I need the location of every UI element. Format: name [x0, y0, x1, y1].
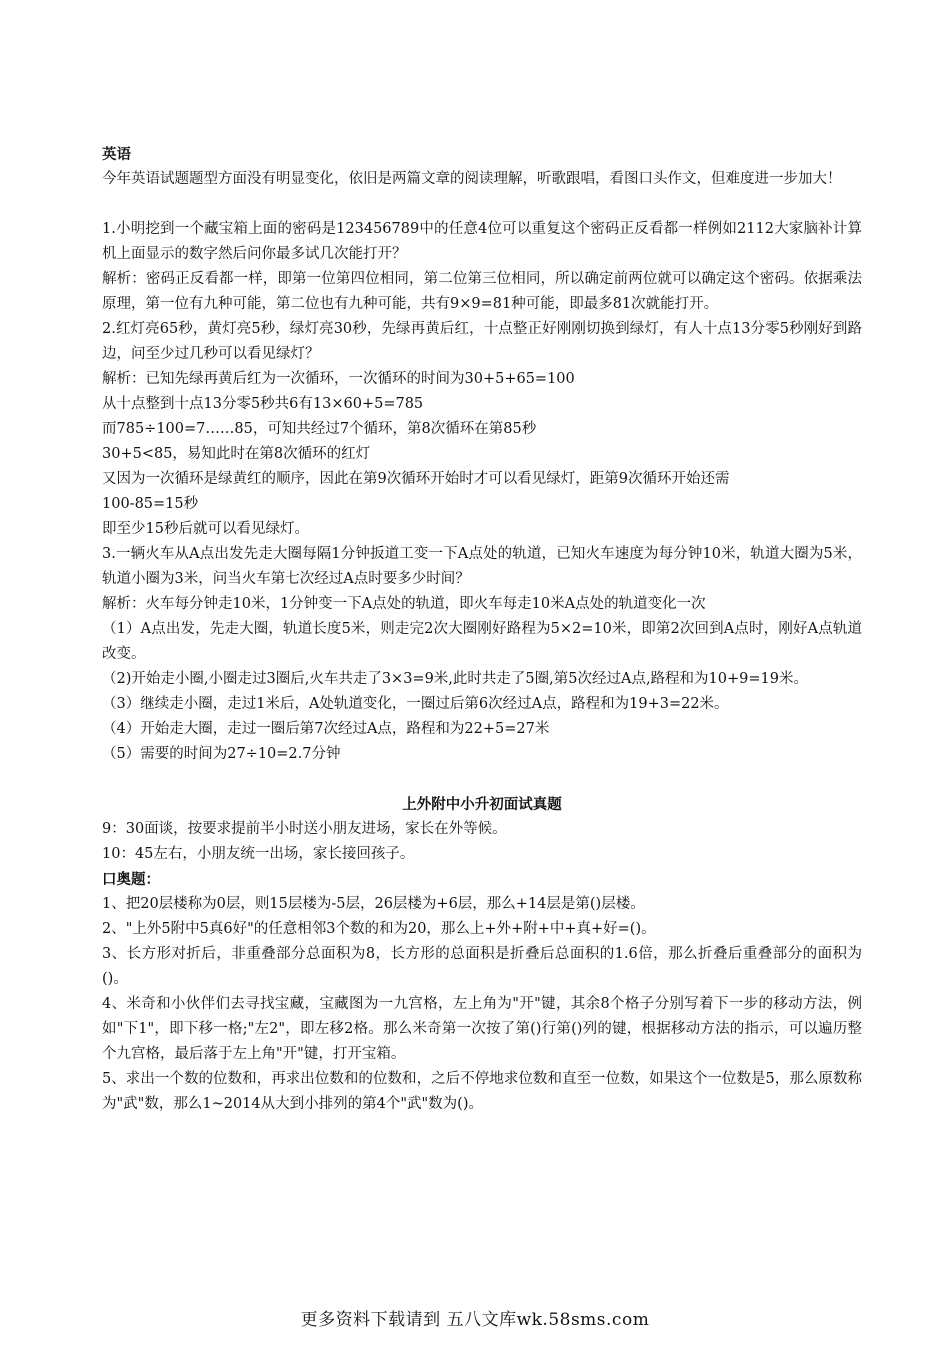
oral-heading: 口奥题： [102, 871, 160, 888]
q1-question: 1.小明挖到一个藏宝箱上面的密码是123456789中的任意4位可以重复这个密码正反看都一样例如2112大家脑补计算机上面显示的数字然后问你最多试几次能打开？ [102, 221, 862, 262]
q3-analysis: 解析：火车每分钟走10米，1分钟变一下A点处的轨道，即火车每走10米A点处的轨道变化一次 [102, 596, 706, 612]
q1-analysis: 解析：密码正反看都一样，即第一位第四位相同，第二位第三位相同，所以确定前两位就可以确定这个密码。依据乘法原理，第一位有九种可能，第二位也有九种可能，共有9×9=81种可能，即最多81次就能打开。 [102, 271, 862, 312]
document-body [102, 142, 862, 1117]
q2-line: 从十点整到十点13分零5秒共6有13×60+5=785 [102, 396, 424, 412]
oral-item: 2、"上外5附中5真6好"的任意相邻3个数的和为20，那么上+外+附+中+真+好=()。 [102, 921, 656, 937]
q2-line: 100-85=15秒 [102, 496, 199, 512]
oral-item: 1、把20层楼称为0层，则15层楼为-5层，26层楼为+6层，那么+14层是第()层楼。 [102, 896, 645, 912]
q3-step: （5）需要的时间为27÷10=2.7分钟 [102, 746, 341, 762]
interview-line: 10：45左右，小朋友统一出场，家长接回孩子。 [102, 846, 415, 862]
spacer [102, 192, 862, 217]
oral-item: 5、求出一个数的位数和，再求出位数和的位数和，之后不停地求位数和直至一位数，如果这个一位数是5，那么原数称为"武"数，那么1~2014从大到小排列的第4个"武"数为()。 [102, 1071, 862, 1112]
q3-step: （1）A点出发，先走大圈，轨道长度5米，则走完2次大圈刚好路程为5×2=10米，即第2次回到A点时，刚好A点轨道改变。 [102, 621, 862, 662]
spacer [102, 767, 862, 792]
interview-line: 9：30面谈，按要求提前半小时送小朋友进场，家长在外等候。 [102, 821, 507, 837]
q2-line: 解析：已知先绿再黄后红为一次循环，一次循环的时间为30+5+65=100 [102, 371, 575, 387]
q2-line: 而785÷100=7……85，可知共经过7个循环，第8次循环在第85秒 [102, 421, 537, 437]
english-heading: 英语 [102, 146, 131, 163]
q2-question: 2.红灯亮65秒，黄灯亮5秒，绿灯亮30秒，先绿再黄后红，十点整正好刚刚切换到绿灯，有人十点13分零5秒刚好到路边，问至少过几秒可以看见绿灯？ [102, 321, 862, 362]
footer-download-note: 更多资料下载请到 五八文库wk.58sms.com [300, 1310, 650, 1330]
q2-line: 即至少15秒后就可以看见绿灯。 [102, 521, 309, 537]
oral-item: 4、米奇和小伙伴们去寻找宝藏，宝藏图为一九宫格，左上角为"开"键，其余8个格子分别写着下一步的移动方法，例如"下1"，即下移一格;"左2"，即左移2格。那么米奇第一次按了第()行第()列的键，根据移动方法的指示，可以遍历整个九宫格，最后落于左上角"开"键，打开宝箱。 [102, 996, 862, 1062]
q3-question: 3.一辆火车从A点出发先走大圈每隔1分钟扳道工变一下A点处的轨道，已知火车速度为每分钟10米，轨道大圈为5米，轨道小圈为3米，问当火车第七次经过A点时要多少时间？ [102, 546, 862, 587]
q2-line: 又因为一次循环是绿黄红的顺序，因此在第9次循环开始时才可以看见绿灯，距第9次循环开始还需 [102, 471, 730, 487]
english-intro: 今年英语试题题型方面没有明显变化，依旧是两篇文章的阅读理解，听歌跟唱，看图口头作文，但难度进一步加大！ [102, 171, 842, 187]
interview-title: 上外附中小升初面试真题 [402, 796, 562, 813]
oral-item: 3、长方形对折后，非重叠部分总面积为8，长方形的总面积是折叠后总面积的1.6倍，那么折叠后重叠部分的面积为()。 [102, 946, 862, 987]
q3-step: （2)开始走小圈,小圈走过3圈后,火车共走了3×3=9米,此时共走了5圈,第5次经过A点,路程和为10+9=19米。 [102, 671, 808, 687]
q3-step: （3）继续走小圈，走过1米后，A处轨道变化，一圈过后第6次经过A点，路程和为19+3=22米。 [102, 696, 729, 712]
q3-step: （4）开始走大圈，走过一圈后第7次经过A点，路程和为22+5=27米 [102, 721, 550, 737]
q2-line: 30+5<85，易知此时在第8次循环的红灯 [102, 446, 371, 462]
